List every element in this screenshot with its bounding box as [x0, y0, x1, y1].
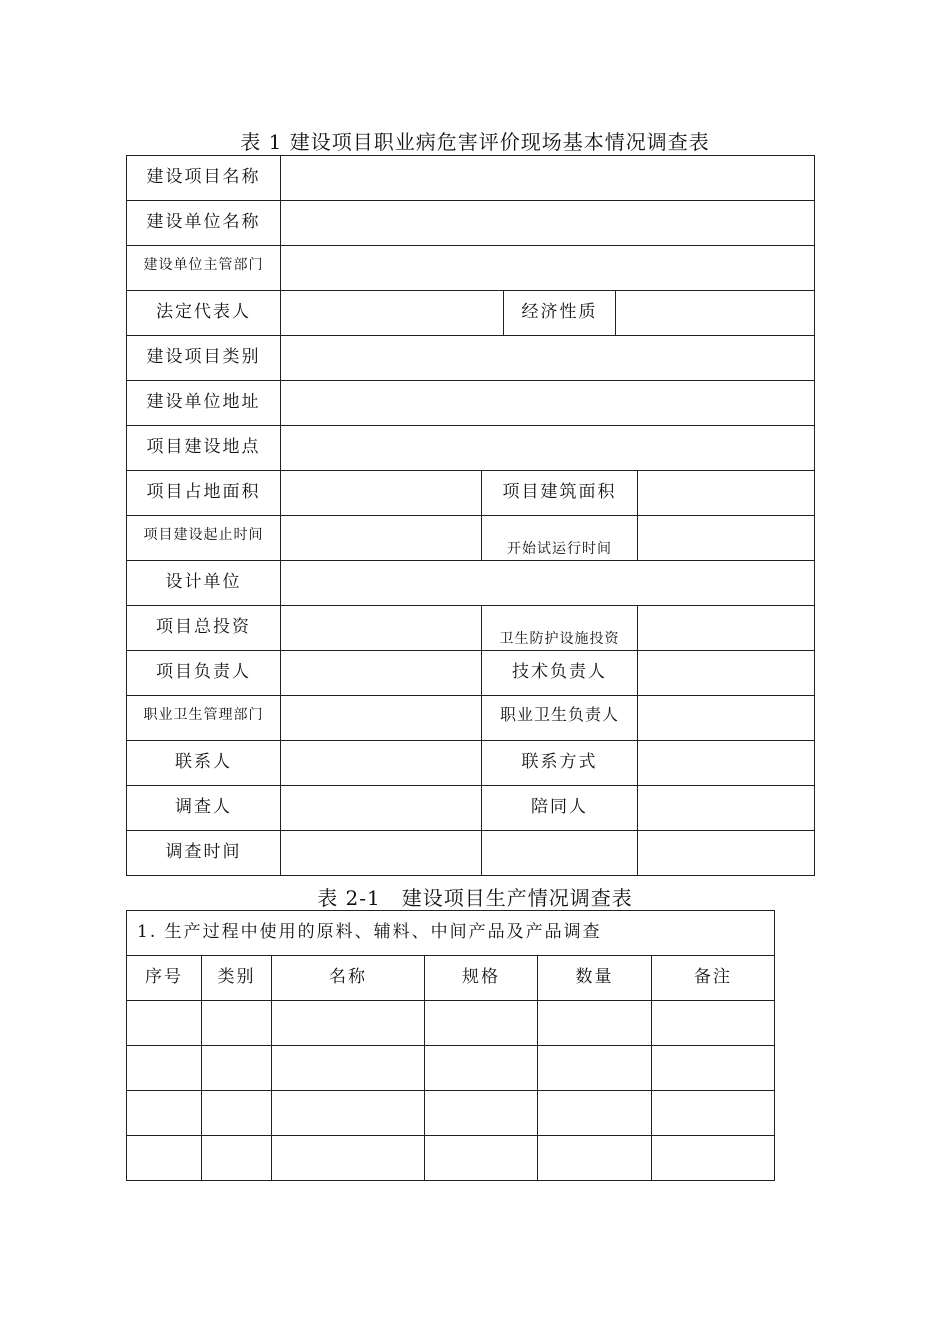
label-technical-leader: 技术负责人 [482, 651, 638, 696]
value-legal-rep[interactable] [281, 291, 504, 336]
table-row [127, 516, 815, 561]
value-project-leader[interactable] [281, 651, 482, 696]
table-row [127, 1136, 775, 1181]
label-investigation-time: 调查时间 [127, 831, 281, 876]
table-cell[interactable] [652, 1046, 775, 1091]
table-cell[interactable] [652, 1001, 775, 1046]
table-row [127, 1091, 775, 1136]
label-project-name: 建设项目名称 [127, 156, 281, 201]
label-building-area: 项目建筑面积 [482, 471, 638, 516]
value-oh-leader[interactable] [638, 696, 815, 741]
table-cell[interactable] [202, 1001, 272, 1046]
table-cell[interactable] [538, 1001, 652, 1046]
value-investigation-time-extra[interactable] [482, 831, 638, 876]
value-health-protection-investment[interactable] [638, 606, 815, 651]
table-cell[interactable] [127, 1136, 202, 1181]
basic-info-table [126, 155, 815, 876]
label-health-protection-investment: 卫生防护设施投资 [482, 606, 638, 651]
label-project-category: 建设项目类别 [127, 336, 281, 381]
label-land-area: 项目占地面积 [127, 471, 281, 516]
label-trial-run-time: 开始试运行时间 [482, 516, 638, 561]
value-unit-name[interactable] [281, 201, 815, 246]
table-cell[interactable] [272, 1136, 425, 1181]
table-cell[interactable] [272, 1001, 425, 1046]
label-accompanying-person: 陪同人 [482, 786, 638, 831]
section-heading: 1. 生产过程中使用的原料、辅料、中间产品及产品调查 [127, 911, 775, 956]
label-construction-period: 项目建设起止时间 [127, 516, 281, 561]
table-cell[interactable] [202, 1136, 272, 1181]
table-cell[interactable] [127, 1046, 202, 1091]
table-row [127, 426, 815, 471]
table-cell[interactable] [425, 1046, 538, 1091]
table-cell[interactable] [127, 1001, 202, 1046]
table-cell[interactable] [652, 1136, 775, 1181]
table-header-row [127, 956, 775, 1001]
table-row [127, 471, 815, 516]
table-row [127, 561, 815, 606]
table-row [127, 786, 815, 831]
production-table [126, 910, 775, 1181]
label-supervising-dept: 建设单位主管部门 [127, 246, 281, 291]
table-cell[interactable] [425, 1091, 538, 1136]
table-cell[interactable] [538, 1136, 652, 1181]
table-cell[interactable] [425, 1136, 538, 1181]
value-project-location[interactable] [281, 426, 815, 471]
value-investigator[interactable] [281, 786, 482, 831]
label-oh-leader: 职业卫生负责人 [482, 696, 638, 741]
value-total-investment[interactable] [281, 606, 482, 651]
table-row [127, 651, 815, 696]
value-project-name[interactable] [281, 156, 815, 201]
table-row [127, 381, 815, 426]
header-name: 名称 [272, 956, 425, 1001]
header-index: 序号 [127, 956, 202, 1001]
table-cell[interactable] [272, 1046, 425, 1091]
value-investigation-time[interactable] [281, 831, 482, 876]
value-technical-leader[interactable] [638, 651, 815, 696]
header-quantity: 数量 [538, 956, 652, 1001]
table-row [127, 911, 775, 956]
table-cell[interactable] [425, 1001, 538, 1046]
value-unit-address[interactable] [281, 381, 815, 426]
table-row [127, 291, 815, 336]
header-category: 类别 [202, 956, 272, 1001]
table-cell[interactable] [652, 1091, 775, 1136]
table-cell[interactable] [538, 1046, 652, 1091]
label-investigator: 调查人 [127, 786, 281, 831]
label-legal-rep: 法定代表人 [127, 291, 281, 336]
value-land-area[interactable] [281, 471, 482, 516]
table-row [127, 741, 815, 786]
table-row [127, 1046, 775, 1091]
value-building-area[interactable] [638, 471, 815, 516]
table-cell[interactable] [202, 1046, 272, 1091]
label-project-leader: 项目负责人 [127, 651, 281, 696]
value-contact-method[interactable] [638, 741, 815, 786]
value-contact-person[interactable] [281, 741, 482, 786]
header-spec: 规格 [425, 956, 538, 1001]
label-project-location: 项目建设地点 [127, 426, 281, 471]
table-row [127, 1001, 775, 1046]
value-accompanying-person[interactable] [638, 786, 815, 831]
table-row [127, 696, 815, 741]
label-total-investment: 项目总投资 [127, 606, 281, 651]
value-construction-period[interactable] [281, 516, 482, 561]
table2-title: 表 2-1 建设项目生产情况调查表 [317, 886, 633, 910]
value-design-unit[interactable] [281, 561, 815, 606]
table-row [127, 156, 815, 201]
table1-title: 表 1 建设项目职业病危害评价现场基本情况调查表 [240, 130, 710, 154]
label-economic-nature: 经济性质 [504, 291, 616, 336]
table-cell[interactable] [127, 1091, 202, 1136]
value-project-category[interactable] [281, 336, 815, 381]
value-investigation-time-extra2[interactable] [638, 831, 815, 876]
label-contact-person: 联系人 [127, 741, 281, 786]
table-cell[interactable] [202, 1091, 272, 1136]
value-oh-management-dept[interactable] [281, 696, 482, 741]
value-supervising-dept[interactable] [281, 246, 815, 291]
table-row [127, 606, 815, 651]
label-oh-management-dept: 职业卫生管理部门 [127, 696, 281, 741]
header-remark: 备注 [652, 956, 775, 1001]
label-design-unit: 设计单位 [127, 561, 281, 606]
label-contact-method: 联系方式 [482, 741, 638, 786]
table-row [127, 246, 815, 291]
table-row [127, 201, 815, 246]
table-cell[interactable] [272, 1091, 425, 1136]
label-unit-address: 建设单位地址 [127, 381, 281, 426]
label-unit-name: 建设单位名称 [127, 201, 281, 246]
table-row [127, 831, 815, 876]
value-trial-run-time[interactable] [638, 516, 815, 561]
table-cell[interactable] [538, 1091, 652, 1136]
value-economic-nature[interactable] [616, 291, 815, 336]
table-row [127, 336, 815, 381]
